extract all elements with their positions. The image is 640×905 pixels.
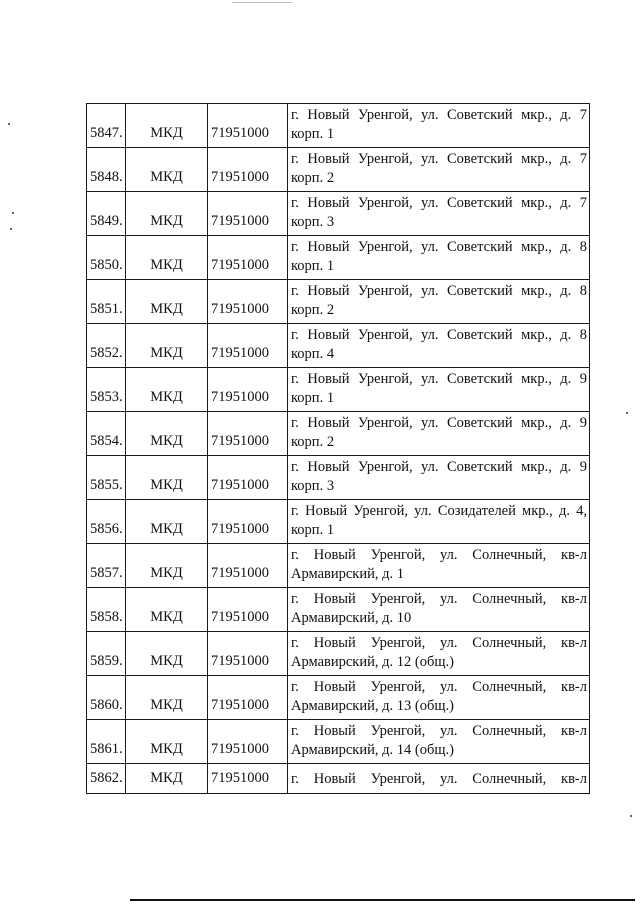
object-type: МКД bbox=[126, 544, 208, 588]
scan-top-mark bbox=[232, 2, 292, 3]
oktmo-code: 71951000 bbox=[208, 324, 288, 368]
table-row bbox=[87, 324, 590, 368]
registry-table bbox=[86, 103, 590, 794]
object-type: МКД bbox=[126, 720, 208, 764]
oktmo-code: 71951000 bbox=[208, 148, 288, 192]
address: г. Новый Уренгой, ул. Советский мкр., д. 7 корп. 2 bbox=[288, 148, 590, 192]
row-number: 5848. bbox=[87, 148, 126, 192]
row-number: 5861. bbox=[87, 720, 126, 764]
row-number: 5862. bbox=[87, 764, 126, 794]
scan-speck bbox=[630, 815, 632, 817]
object-type: МКД bbox=[126, 236, 208, 280]
oktmo-code: 71951000 bbox=[208, 544, 288, 588]
address: г. Новый Уренгой, ул. Советский мкр., д. 8 корп. 1 bbox=[288, 236, 590, 280]
oktmo-code: 71951000 bbox=[208, 192, 288, 236]
row-number: 5860. bbox=[87, 676, 126, 720]
table-row bbox=[87, 720, 590, 764]
object-type: МКД bbox=[126, 104, 208, 148]
row-number: 5847. bbox=[87, 104, 126, 148]
object-type: МКД bbox=[126, 192, 208, 236]
scan-speck bbox=[8, 123, 10, 125]
row-number: 5851. bbox=[87, 280, 126, 324]
table-row bbox=[87, 368, 590, 412]
registry-table-body bbox=[87, 104, 590, 794]
object-type: МКД bbox=[126, 500, 208, 544]
table-row bbox=[87, 148, 590, 192]
address: г. Новый Уренгой, ул. Солнечный, кв-л Армавирский, д. 12 (общ.) bbox=[288, 632, 590, 676]
address: г. Новый Уренгой, ул. Советский мкр., д. 9 корп. 1 bbox=[288, 368, 590, 412]
oktmo-code: 71951000 bbox=[208, 236, 288, 280]
scan-bottom-mark bbox=[130, 899, 635, 901]
row-number: 5853. bbox=[87, 368, 126, 412]
row-number: 5852. bbox=[87, 324, 126, 368]
table-row bbox=[87, 544, 590, 588]
table-row bbox=[87, 280, 590, 324]
object-type: МКД bbox=[126, 588, 208, 632]
address: г. Новый Уренгой, ул. Солнечный, кв-л Армавирский, д. 13 (общ.) bbox=[288, 676, 590, 720]
table-row bbox=[87, 192, 590, 236]
row-number: 5850. bbox=[87, 236, 126, 280]
object-type: МКД bbox=[126, 412, 208, 456]
table-row bbox=[87, 676, 590, 720]
oktmo-code: 71951000 bbox=[208, 764, 288, 794]
object-type: МКД bbox=[126, 456, 208, 500]
address: г. Новый Уренгой, ул. Солнечный, кв-л Армавирский, д. 10 bbox=[288, 588, 590, 632]
table-row bbox=[87, 236, 590, 280]
address: г. Новый Уренгой, ул. Советский мкр., д. 7 корп. 1 bbox=[288, 104, 590, 148]
row-number: 5855. bbox=[87, 456, 126, 500]
table-row bbox=[87, 456, 590, 500]
object-type: МКД bbox=[126, 324, 208, 368]
object-type: МКД bbox=[126, 280, 208, 324]
oktmo-code: 71951000 bbox=[208, 368, 288, 412]
scan-speck bbox=[12, 212, 14, 214]
row-number: 5857. bbox=[87, 544, 126, 588]
row-number: 5859. bbox=[87, 632, 126, 676]
oktmo-code: 71951000 bbox=[208, 676, 288, 720]
address: г. Новый Уренгой, ул. Созидателей мкр., д. 4, корп. 1 bbox=[288, 500, 590, 544]
table-row bbox=[87, 588, 590, 632]
address: г. Новый Уренгой, ул. Советский мкр., д. 7 корп. 3 bbox=[288, 192, 590, 236]
table-row bbox=[87, 500, 590, 544]
table-row bbox=[87, 632, 590, 676]
oktmo-code: 71951000 bbox=[208, 280, 288, 324]
address: г. Новый Уренгой, ул. Советский мкр., д. 9 корп. 3 bbox=[288, 456, 590, 500]
oktmo-code: 71951000 bbox=[208, 412, 288, 456]
address: г. Новый Уренгой, ул. Солнечный, кв-л Армавирский, д. 1 bbox=[288, 544, 590, 588]
oktmo-code: 71951000 bbox=[208, 456, 288, 500]
table-row bbox=[87, 104, 590, 148]
table-row bbox=[87, 412, 590, 456]
scan-speck bbox=[626, 412, 628, 414]
address: г. Новый Уренгой, ул. Солнечный, кв-л bbox=[288, 764, 590, 794]
oktmo-code: 71951000 bbox=[208, 720, 288, 764]
oktmo-code: 71951000 bbox=[208, 500, 288, 544]
address: г. Новый Уренгой, ул. Советский мкр., д. 9 корп. 2 bbox=[288, 412, 590, 456]
object-type: МКД bbox=[126, 764, 208, 794]
oktmo-code: 71951000 bbox=[208, 632, 288, 676]
row-number: 5849. bbox=[87, 192, 126, 236]
scan-speck bbox=[10, 228, 12, 230]
address: г. Новый Уренгой, ул. Советский мкр., д. 8 корп. 4 bbox=[288, 324, 590, 368]
row-number: 5858. bbox=[87, 588, 126, 632]
object-type: МКД bbox=[126, 368, 208, 412]
object-type: МКД bbox=[126, 148, 208, 192]
object-type: МКД bbox=[126, 632, 208, 676]
address: г. Новый Уренгой, ул. Солнечный, кв-л Армавирский, д. 14 (общ.) bbox=[288, 720, 590, 764]
row-number: 5854. bbox=[87, 412, 126, 456]
oktmo-code: 71951000 bbox=[208, 588, 288, 632]
table-row bbox=[87, 764, 590, 794]
address: г. Новый Уренгой, ул. Советский мкр., д. 8 корп. 2 bbox=[288, 280, 590, 324]
oktmo-code: 71951000 bbox=[208, 104, 288, 148]
object-type: МКД bbox=[126, 676, 208, 720]
row-number: 5856. bbox=[87, 500, 126, 544]
